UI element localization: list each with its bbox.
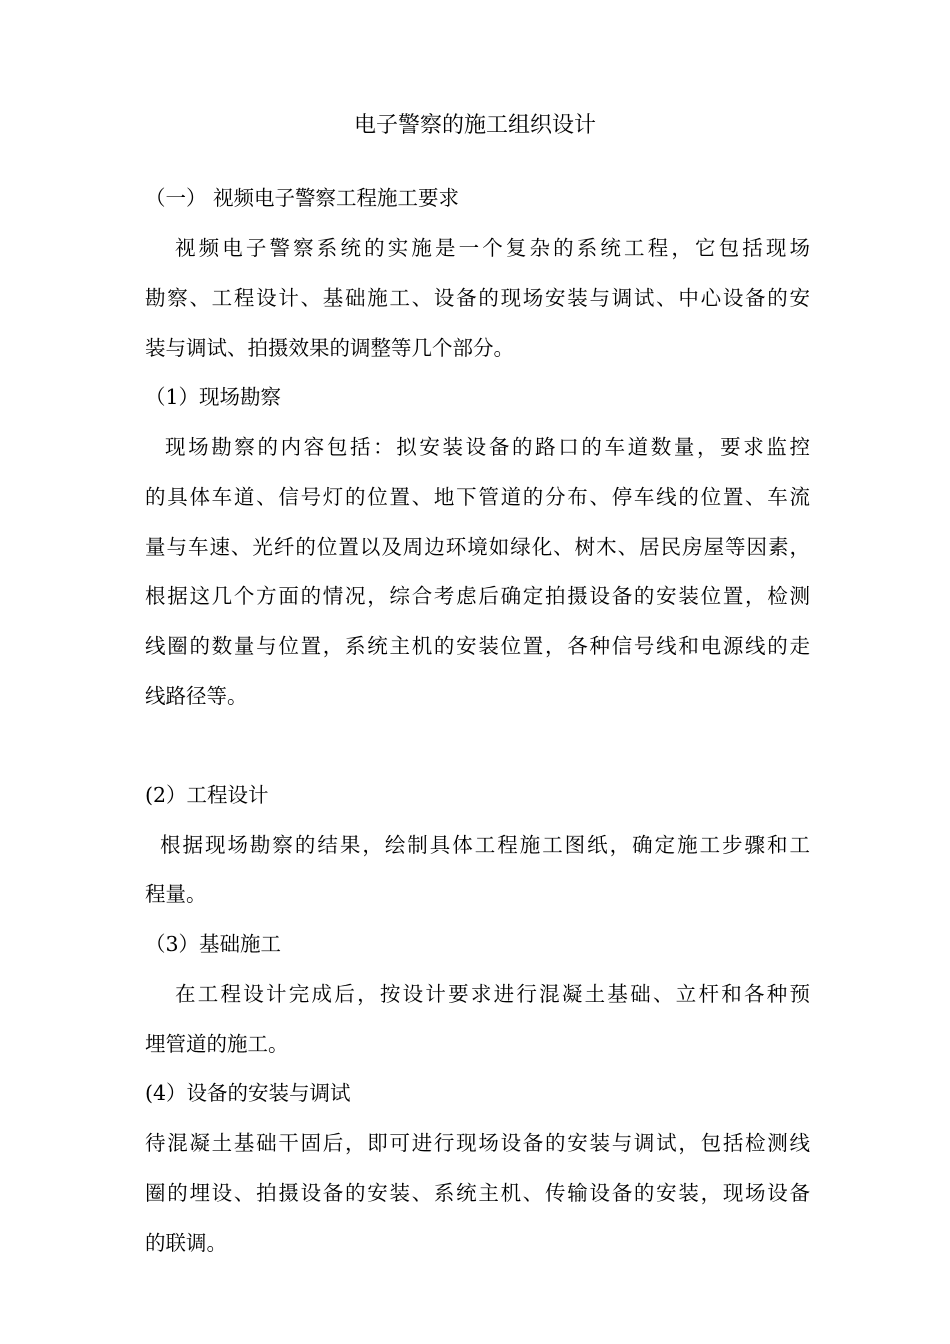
subheading-foundation-construction: （3）基础施工 bbox=[145, 932, 282, 956]
paragraph-line: 待混凝土基础干固后，即可进行现场设备的安装与调试，包括检测线 bbox=[145, 1131, 810, 1155]
subheading-engineering-design: (2）工程设计 bbox=[145, 783, 269, 807]
paragraph-line: 的具体车道、信号灯的位置、地下管道的分布、停车线的位置、车流 bbox=[145, 485, 810, 509]
paragraph-line: 根据这几个方面的情况，综合考虑后确定拍摄设备的安装位置，检测 bbox=[145, 584, 810, 608]
paragraph-line: 根据现场勘察的结果，绘制具体工程施工图纸，确定施工步骤和工 bbox=[160, 833, 810, 857]
paragraph-line: 装与调试、拍摄效果的调整等几个部分。 bbox=[145, 336, 514, 360]
paragraph-line: 现场勘察的内容包括：拟安装设备的路口的车道数量，要求监控 bbox=[165, 435, 810, 459]
paragraph-line: 在工程设计完成后，按设计要求进行混凝土基础、立杆和各种预 bbox=[175, 982, 810, 1006]
paragraph-line: 线圈的数量与位置，系统主机的安装位置，各种信号线和电源线的走 bbox=[145, 634, 810, 658]
paragraph-line: 埋管道的施工。 bbox=[145, 1032, 289, 1056]
document-title: 电子警察的施工组织设计 bbox=[353, 113, 596, 138]
paragraph-line: 的联调。 bbox=[145, 1231, 227, 1255]
section-heading-1: （一） 视频电子警察工程施工要求 bbox=[145, 186, 460, 210]
paragraph-line: 程量。 bbox=[145, 882, 207, 906]
paragraph-line: 量与车速、光纤的位置以及周边环境如绿化、树木、居民房屋等因素， bbox=[145, 535, 810, 559]
paragraph-line: 圈的埋设、拍摄设备的安装、系统主机、传输设备的安装，现场设备 bbox=[145, 1181, 810, 1205]
paragraph-line: 勘察、工程设计、基础施工、设备的现场安装与调试、中心设备的安 bbox=[145, 286, 810, 310]
paragraph-line: 视频电子警察系统的实施是一个复杂的系统工程，它包括现场 bbox=[175, 236, 810, 260]
subheading-site-survey: （1）现场勘察 bbox=[145, 385, 282, 409]
paragraph-line: 线路径等。 bbox=[145, 684, 248, 708]
subheading-equipment-installation: (4）设备的安装与调试 bbox=[145, 1081, 351, 1105]
